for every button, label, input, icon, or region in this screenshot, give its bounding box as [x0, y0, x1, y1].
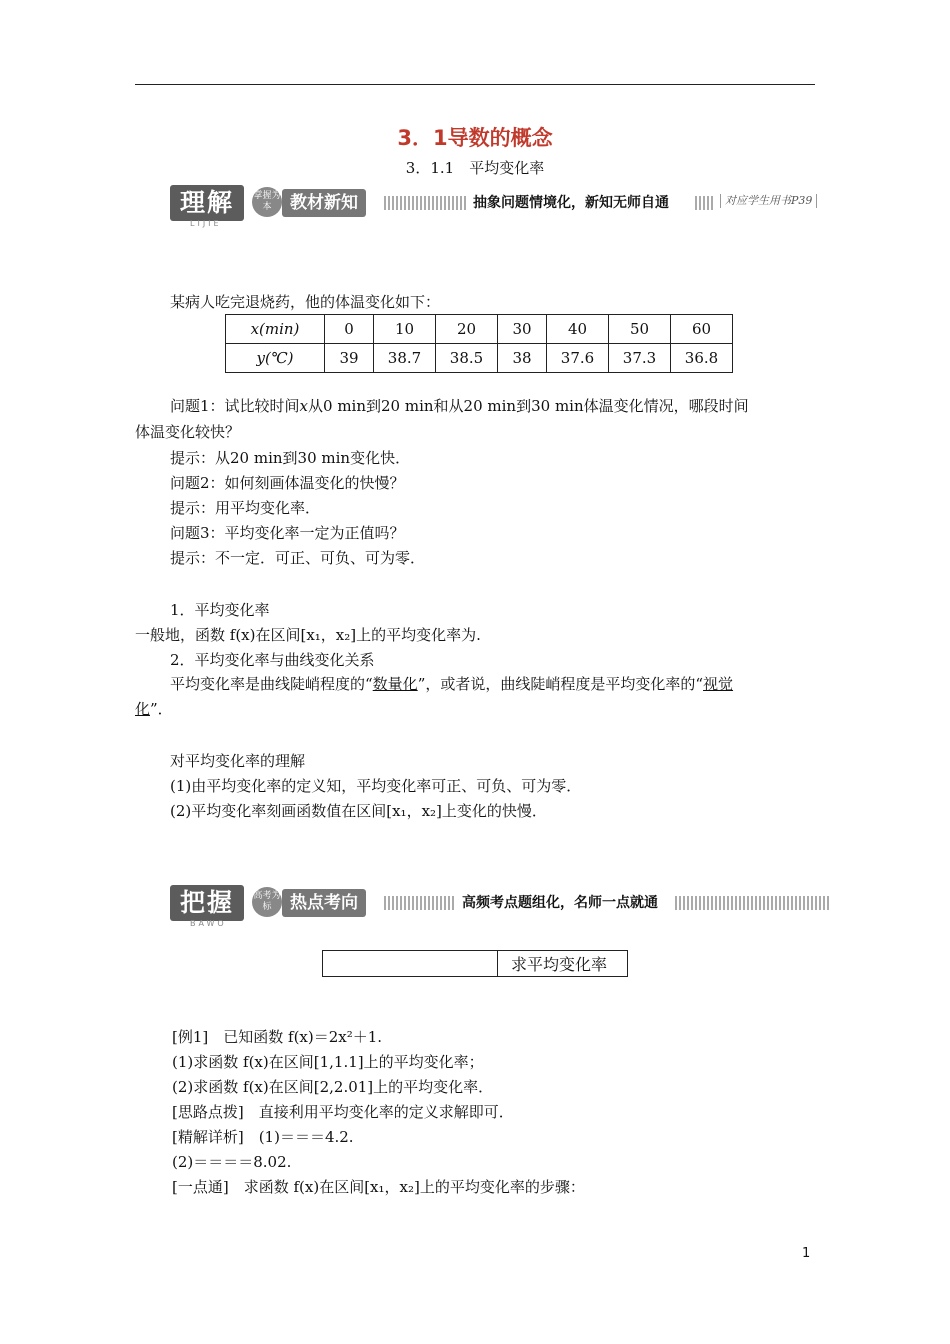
table-cell: 30	[498, 315, 547, 344]
table-cell: 39	[325, 344, 374, 373]
table-cell: 37.6	[547, 344, 609, 373]
banner-circle-label: 掌握为本	[252, 187, 282, 217]
banner-pinyin: LIJIE	[190, 219, 222, 228]
understanding-point-1: (1)由平均变化率的定义知，平均变化率可正、可负、可为零．	[170, 777, 582, 795]
example-line: [精解详析] (1)＝＝＝4.2.	[172, 1128, 354, 1146]
banner-reference: 对应学生用书P39	[720, 194, 817, 208]
concept-text-2: 平均变化率是曲线陡峭程度的“数量化”，或者说，曲线陡峭程度是平均变化率的“视觉	[170, 675, 734, 693]
table-cell: 20	[436, 315, 498, 344]
table-header-cell: x(min)	[226, 315, 325, 344]
question-1: 问题1：试比较时间x从0 min到20 min和从20 min到30 min体温变化情况，哪段时间	[170, 397, 749, 415]
topic-box-divider	[497, 951, 498, 976]
banner-stripes	[384, 896, 454, 910]
answer-3: 提示：不一定．可正、可负、可为零．	[170, 549, 426, 567]
table-cell: 38.7	[374, 344, 436, 373]
question-1-cont: 体温变化较快？	[135, 423, 241, 441]
temperature-table	[225, 314, 733, 373]
concept-heading-2: 2．平均变化率与曲线变化关系	[170, 651, 375, 669]
concept-text-1: 一般地，函数 f(x)在区间[x₁，x₂]上的平均变化率为.	[135, 626, 481, 644]
table-cell: 36.8	[671, 344, 733, 373]
table-cell: 0	[325, 315, 374, 344]
example-line: [一点通] 求函数 f(x)在区间[x₁，x₂]上的平均变化率的步骤：	[172, 1178, 585, 1196]
table-cell: 37.3	[609, 344, 671, 373]
table-cell: 38	[498, 344, 547, 373]
table-cell: 40	[547, 315, 609, 344]
banner-stripes	[695, 196, 715, 210]
question-3: 问题3：平均变化率一定为正值吗？	[170, 524, 405, 542]
table-row	[226, 344, 733, 373]
answer-1: 提示：从20 min到30 min变化快．	[170, 449, 411, 467]
section-subtitle: 3．1.1 平均变化率	[405, 159, 545, 177]
header-rule	[135, 84, 815, 85]
answer-2: 提示：用平均变化率．	[170, 499, 321, 517]
banner-sub-label: 热点考向	[282, 889, 366, 917]
banner-circle-label: 高考为标	[252, 887, 282, 917]
section-banner-grasp	[170, 885, 835, 929]
example-line: (2)求函数 f(x)在区间[2,2.01]上的平均变化率．	[172, 1078, 494, 1096]
banner-main-label: 把握	[170, 885, 244, 921]
understanding-heading: 对平均变化率的理解	[170, 752, 306, 770]
table-cell: 50	[609, 315, 671, 344]
concept-text-2-cont: 化”．	[135, 700, 173, 718]
example-line: [例1] 已知函数 f(x)＝2x²＋1.	[172, 1028, 383, 1046]
table-row	[226, 315, 733, 344]
example-line: [思路点拨] 直接利用平均变化率的定义求解即可．	[172, 1103, 514, 1121]
banner-stripes	[384, 196, 468, 210]
intro-text: 某病人吃完退烧药，他的体温变化如下：	[170, 293, 441, 311]
section-banner-understand	[170, 185, 835, 229]
table-cell: 60	[671, 315, 733, 344]
example-line: (2)＝＝＝＝8.02.	[172, 1153, 292, 1171]
table-header-cell: y(℃)	[226, 344, 325, 373]
table-cell: 38.5	[436, 344, 498, 373]
banner-pinyin: BAWO	[190, 919, 227, 928]
banner-main-label: 理解	[170, 185, 244, 221]
question-2: 问题2：如何刻画体温变化的快慢？	[170, 474, 405, 492]
topic-box-label: 求平均变化率	[511, 955, 608, 974]
topic-box	[322, 950, 628, 977]
banner-stripes	[675, 896, 830, 910]
table-cell: 10	[374, 315, 436, 344]
page-title: 3．1导数的概念	[397, 126, 553, 150]
banner-slogan: 高频考点题组化，名师一点就通	[462, 895, 658, 911]
banner-sub-label: 教材新知	[282, 189, 366, 217]
banner-slogan: 抽象问题情境化，新知无师自通	[473, 195, 669, 211]
example-line: (1)求函数 f(x)在区间[1,1.1]上的平均变化率；	[172, 1053, 484, 1071]
page-number: 1	[802, 1246, 811, 1261]
concept-heading-1: 1．平均变化率	[170, 601, 270, 619]
understanding-point-2: (2)平均变化率刻画函数值在区间[x₁，x₂]上变化的快慢．	[170, 802, 547, 820]
